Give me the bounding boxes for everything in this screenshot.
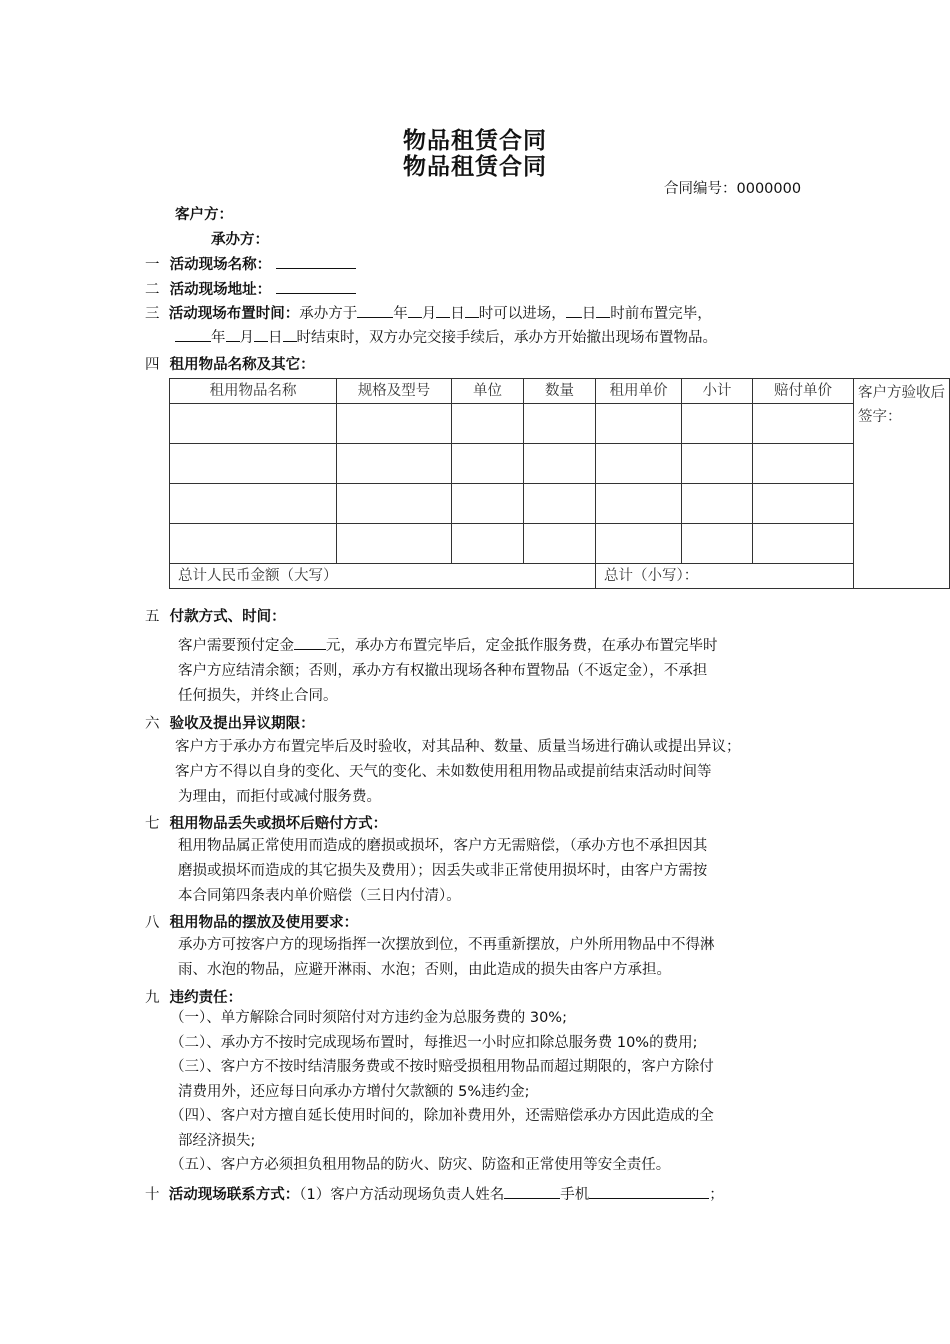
section-5-body (178, 634, 718, 709)
text: 日 (268, 330, 283, 346)
total-lower-cell[interactable]: 总计（小写）： (596, 564, 854, 589)
section-2 (145, 278, 356, 299)
text: 客户需要预付定金 (178, 638, 294, 654)
table-cell[interactable] (524, 444, 596, 484)
section-9 (145, 986, 242, 1007)
hour-blank[interactable] (283, 328, 297, 342)
table-cell[interactable] (753, 404, 854, 444)
section-1 (145, 253, 356, 274)
table-cell[interactable] (170, 484, 337, 524)
table-cell[interactable] (170, 524, 337, 564)
section-number: 五 (145, 609, 160, 625)
table-cell[interactable] (337, 524, 452, 564)
contact-phone-blank[interactable] (589, 1185, 709, 1199)
table-cell[interactable] (753, 484, 854, 524)
table-cell[interactable] (452, 444, 524, 484)
paragraph-line: 雨、水泡的物品，应避开淋雨、水泡；否则，由此造成的损失由客户方承担。 (178, 962, 671, 978)
table-cell[interactable] (452, 404, 524, 444)
year-blank[interactable] (357, 304, 393, 318)
section-label: 活动现场地址： (169, 282, 272, 298)
table-header-row (170, 379, 950, 404)
paragraph-line: 本合同第四条表内单价赔偿（三日内付清）。 (178, 888, 461, 904)
text: 时前布置完毕， (610, 306, 712, 322)
table-cell[interactable] (524, 404, 596, 444)
rental-items-table (169, 378, 950, 589)
section-4 (145, 353, 315, 374)
paragraph-line: 磨损或损坏而造成的其它损失及费用）；因丢失或非正常使用损坏时，由客户方需按 (178, 863, 708, 879)
month-blank[interactable] (408, 304, 422, 318)
day-blank[interactable] (254, 328, 268, 342)
table-cell[interactable] (452, 524, 524, 564)
venue-address-blank[interactable] (276, 280, 356, 294)
section-3 (145, 302, 712, 323)
provider-label: 承办方： (211, 232, 269, 248)
section-6-body (175, 735, 741, 810)
column-header: 小计 (682, 379, 753, 404)
section-label: 活动现场名称： (169, 257, 272, 273)
table-cell[interactable] (682, 524, 753, 564)
table-cell[interactable] (753, 444, 854, 484)
column-header: 赔付单价 (753, 379, 854, 404)
column-header: 租用物品名称 (170, 379, 337, 404)
table-cell[interactable] (596, 524, 682, 564)
section-3-line-2 (175, 326, 717, 347)
section-label: 违约责任： (169, 990, 243, 1006)
section-9-body (170, 1006, 714, 1178)
text: ； (709, 1187, 724, 1203)
table-cell[interactable] (337, 484, 452, 524)
section-label: 验收及提出异议期限： (169, 716, 315, 732)
table-cell[interactable] (452, 484, 524, 524)
section-number: 九 (145, 990, 160, 1006)
section-label: 活动现场布置时间： (168, 306, 300, 322)
table-cell[interactable] (753, 524, 854, 564)
text: 日 (581, 306, 597, 322)
table-row (170, 444, 950, 484)
text: 手机 (560, 1187, 590, 1203)
table-total-row (170, 564, 950, 589)
section-number: 三 (145, 306, 160, 322)
section-8-body (178, 933, 715, 983)
table-cell[interactable] (337, 444, 452, 484)
column-header: 数量 (524, 379, 596, 404)
text: 承办方于 (299, 306, 358, 322)
list-item: （三）、客户方不按时结清服务费或不按时赔受损租用物品而超过期限的，客户方除付 (170, 1059, 714, 1075)
section-label: 租用物品的摆放及使用要求： (169, 915, 359, 931)
day-blank[interactable] (436, 304, 450, 318)
table-row (170, 524, 950, 564)
paragraph-line (178, 634, 718, 659)
paragraph-line: 承办方可按客户方的现场指挥一次摆放到位，不再重新摆放，户外所用物品中不得淋 (178, 937, 715, 953)
paragraph-line: 为理由，而拒付或减付服务费。 (178, 789, 381, 805)
paragraph-line: 客户方应结清余额；否则，承办方有权撤出现场各种布置物品（不返定金），不承担 (178, 663, 708, 679)
text: （1）客户方活动现场负责人姓名 (299, 1187, 505, 1203)
text: 年 (393, 306, 408, 322)
section-7-body (178, 834, 707, 909)
table-cell[interactable] (337, 404, 452, 444)
list-item: （二）、承办方不按时完成现场布置时，每推迟一小时应扣除总服务费 10%的费用; (170, 1034, 698, 1051)
section-number: 八 (145, 915, 160, 931)
paragraph-line: 客户方于承办方布置完毕后及时验收，对其品种、数量、质量当场进行确认或提出异议； (175, 739, 741, 755)
month-blank[interactable] (226, 328, 240, 342)
section-number: 七 (145, 816, 160, 832)
client-label: 客户方： (175, 207, 233, 223)
column-header: 规格及型号 (337, 379, 452, 404)
table-row (170, 484, 950, 524)
section-label: 租用物品丢失或损坏后赔付方式： (169, 816, 388, 832)
section-8 (145, 911, 358, 932)
text: 月 (239, 330, 254, 346)
text: 月 (421, 306, 437, 322)
client-signature-cell[interactable]: 客户方验收后签字： (854, 379, 950, 589)
text: 元，承办方布置完毕后，定金抵作服务费，在承办布置完毕时 (326, 638, 718, 654)
text: 时可以进场， (478, 306, 566, 322)
table-cell[interactable] (682, 404, 753, 444)
section-5 (145, 605, 286, 626)
table-cell[interactable] (170, 444, 337, 484)
list-item: （五）、客户方必须担负租用物品的防火、防灾、防盗和正常使用等安全责任。 (170, 1157, 671, 1173)
text: 日 (450, 306, 465, 322)
deposit-blank[interactable] (294, 636, 326, 650)
section-7 (145, 812, 387, 833)
table-cell[interactable] (596, 484, 682, 524)
contract-number: 合同编号：0000000 (664, 181, 802, 197)
table-cell[interactable] (682, 444, 753, 484)
column-header: 租用单价 (596, 379, 682, 404)
table-cell[interactable] (596, 404, 682, 444)
section-number: 十 (145, 1187, 160, 1203)
hour-blank[interactable] (465, 304, 479, 318)
table-row (170, 404, 950, 444)
list-item: （四）、客户对方擅自延长使用时间的，除加补费用外，还需赔偿承办方因此造成的全 (170, 1108, 714, 1124)
total-upper-cell[interactable]: 总计人民币金额（大写） (170, 564, 596, 589)
section-number: 四 (145, 357, 160, 373)
list-item: （一）、单方解除合同时须陪付对方违约金为总服务费的 30%; (170, 1010, 567, 1026)
venue-name-blank[interactable] (276, 255, 356, 269)
table-cell[interactable] (524, 524, 596, 564)
section-6 (145, 712, 315, 733)
paragraph-line: 客户方不得以自身的变化、天气的变化、未如数使用租用物品或提前结束活动时间等 (175, 764, 712, 780)
list-item-continued: 部经济损失; (178, 1132, 256, 1149)
year-blank[interactable] (175, 328, 211, 342)
section-label: 付款方式、时间： (169, 609, 286, 625)
document-title: 物品租赁合同 (403, 127, 547, 154)
text: 年 (211, 330, 226, 346)
hour-blank[interactable] (596, 304, 610, 318)
section-label: 租用物品名称及其它： (169, 357, 315, 373)
table-cell[interactable] (524, 484, 596, 524)
document-title-repeat: 物品租赁合同 (403, 153, 547, 180)
section-number: 六 (145, 716, 160, 732)
paragraph-line: 租用物品属正常使用而造成的磨损或损坏，客户方无需赔偿，（承办方也不承担因其 (178, 838, 708, 854)
section-number: 二 (145, 282, 160, 298)
section-label: 活动现场联系方式： (168, 1187, 300, 1203)
section-10 (145, 1183, 724, 1204)
list-item-continued: 清费用外，还应每日向承办方增付欠款额的 5%违约金; (178, 1083, 530, 1100)
section-number: 一 (145, 257, 160, 273)
contact-name-blank[interactable] (504, 1185, 560, 1199)
text: 时结束时，双方办完交接手续后，承办方开始撤出现场布置物品。 (296, 330, 717, 346)
table-cell[interactable] (170, 404, 337, 444)
table-cell[interactable] (596, 444, 682, 484)
day-blank[interactable] (566, 304, 582, 318)
paragraph-line: 任何损失，并终止合同。 (178, 688, 338, 704)
column-header: 单位 (452, 379, 524, 404)
table-cell[interactable] (682, 484, 753, 524)
